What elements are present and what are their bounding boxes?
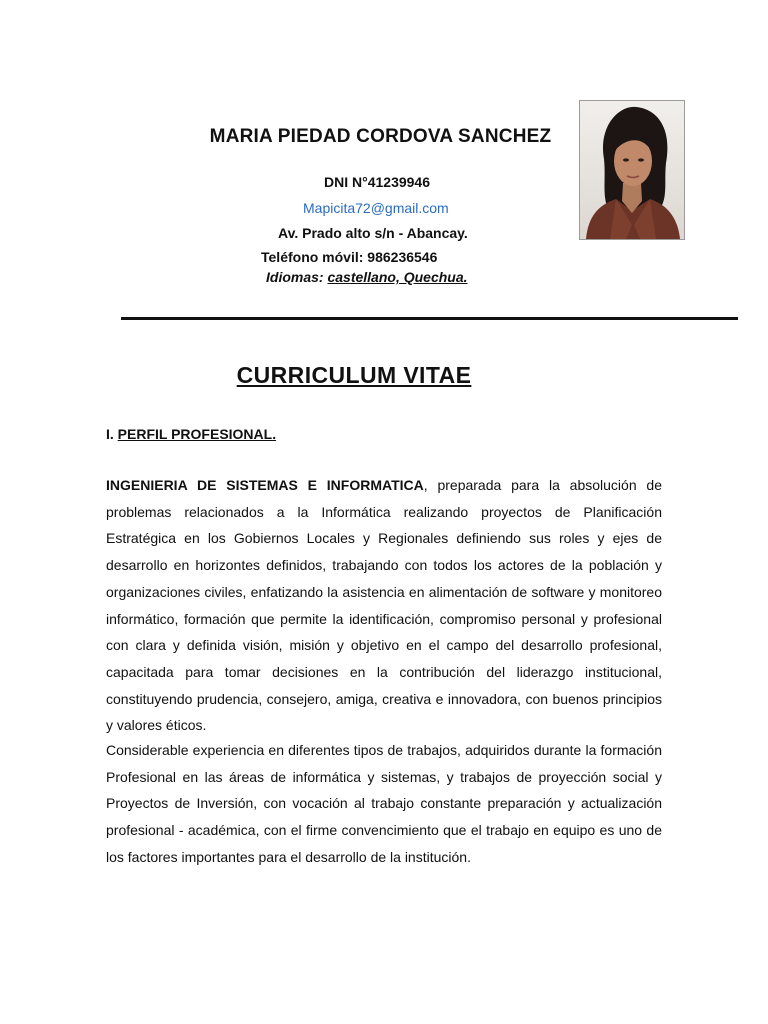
profile-paragraph-2: Considerable experiencia en diferentes tipos de trabajos, adquiridos durante la formación Profesional en las áreas de informática y sistemas, y trabajos de proyección social y Proyectos de Inversión, con vocación al trabajo constante preparación y actualización profesional - académica, con el firme convencimiento que el trabajo en equipo es uno de los factores importantes para el desarrollo de la institución. (106, 742, 662, 865)
section-title: PERFIL PROFESIONAL. (117, 426, 277, 442)
dni-number: DNI N°41239946 (324, 174, 430, 190)
phone-number: Teléfono móvil: 986236546 (261, 249, 438, 265)
horizontal-divider (121, 317, 738, 320)
paragraph-1-text: , preparada para la absolución de problemas relacionados a la Informática realizando proyectos de Planificación Estratégica en los Gobiernos Locales y Regionales definiendo sus roles y ejes de desarrollo en horizontes definidos, trabajando con todos los actores de la población y organizaciones civiles, enfatizando la asistencia en alimentación de software y monitoreo informático, formación que permite la identificación, compromiso personal y profesional con clara y definida visión, misión y objetivo en el campo del desarrollo profesional, capacitada para tomar decisiones en la contribución del liderazgo institucional, constituyendo prudencia, consejero, amiga, creativa e innovadora, con buenos principios y valores éticos. (106, 477, 663, 734)
document-title: CURRICULUM VITAE (236, 362, 472, 388)
section-number: I. (106, 426, 114, 442)
email-link[interactable]: Mapicita72@gmail.com (303, 200, 449, 216)
section-heading (106, 426, 276, 442)
languages-value: castellano, Quechua. (327, 269, 468, 285)
degree-title: INGENIERIA DE SISTEMAS E INFORMATICA (106, 477, 424, 493)
portrait-image (580, 101, 684, 239)
languages-label: Idiomas: (266, 269, 324, 285)
candidate-name: MARIA PIEDAD CORDOVA SANCHEZ (209, 126, 552, 147)
profile-photo (579, 100, 685, 240)
address: Av. Prado alto s/n - Abancay. (278, 225, 468, 241)
profile-paragraph-1 (106, 472, 662, 739)
languages (266, 269, 468, 285)
